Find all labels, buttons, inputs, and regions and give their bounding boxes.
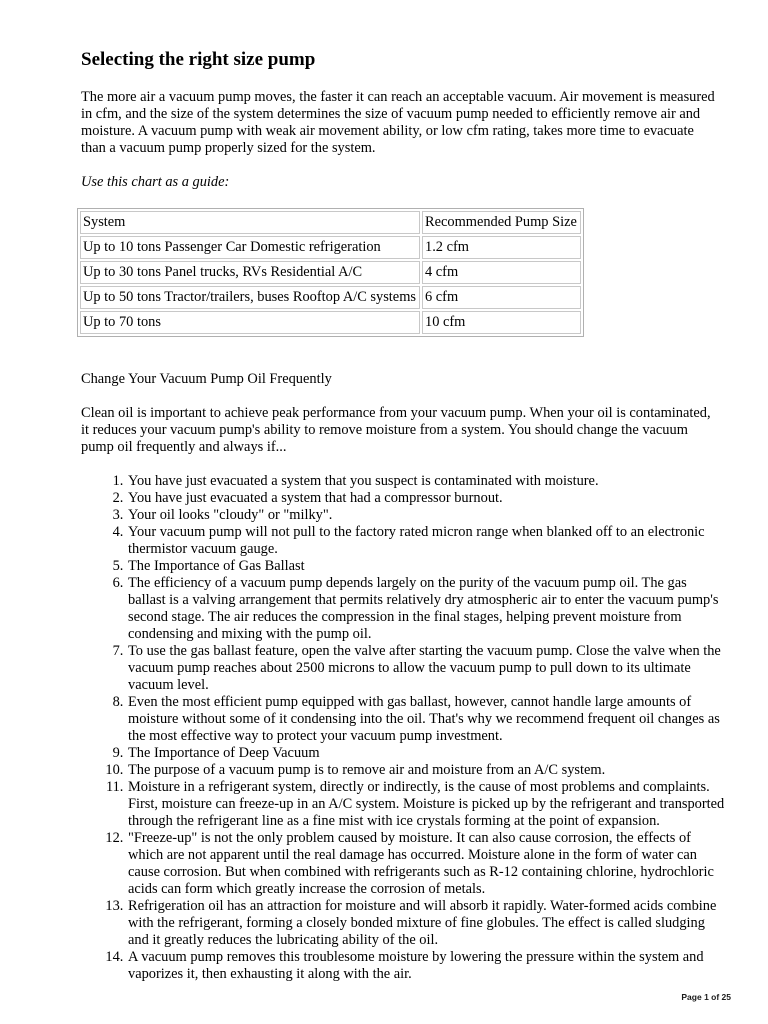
list-item: 3. Your oil looks "cloudy" or "milky".	[127, 507, 727, 524]
list-item: 14. A vacuum pump removes this troublesome moisture by lowering the pressure within the system and vaporizes it, then exhausting it along with the air.	[127, 949, 727, 983]
oil-section-intro: Clean oil is important to achieve peak performance from your vacuum pump. When your oil is contaminated, it reduces your vacuum pump's ability to remove moisture from a system. You should change the vacuum pump oil frequently and always if...	[81, 405, 711, 455]
table-cell-system: Up to 50 tons Tractor/trailers, buses Rooftop A/C systems	[80, 286, 420, 309]
table-header-system: System	[80, 211, 420, 234]
list-item: 11. Moisture in a refrigerant system, directly or indirectly, is the cause of most problems and complaints. First, moisture can freeze-up in an A/C system. Moisture is picked up by the refrigerant and transported through the refrigerant line as a fine mist with ice crystals forming at the point of expansion.	[127, 779, 727, 830]
table-cell-system: Up to 10 tons Passenger Car Domestic refrigeration	[80, 236, 420, 259]
oil-section-title: Change Your Vacuum Pump Oil Frequently	[81, 371, 332, 387]
list-item: 1. You have just evacuated a system that you suspect is contaminated with moisture.	[127, 473, 727, 490]
table-row	[80, 311, 581, 334]
table-header-pump-size: Recommended Pump Size	[422, 211, 581, 234]
list-item: 9. The Importance of Deep Vacuum	[127, 745, 727, 762]
list-item: 5. The Importance of Gas Ballast	[127, 558, 727, 575]
table-header-row	[80, 211, 581, 234]
table-row	[80, 236, 581, 259]
pump-size-table	[77, 208, 584, 337]
table-cell-system: Up to 70 tons	[80, 311, 420, 334]
list-item: 6. The efficiency of a vacuum pump depends largely on the purity of the vacuum pump oil. The gas ballast is a valving arrangement that permits relatively dry atmospheric air to enter the vacuum pump's second stage. The air reduces the compression in the final stages, helping prevent moisture from condensing and mixing with the pump oil.	[127, 575, 727, 643]
list-item: 12. "Freeze-up" is not the only problem caused by moisture. It can also cause corrosion, the effects of which are not apparent until the real damage has occurred. Moisture alone in the form of water can cause corrosion. But when combined with refrigerants such as R-12 containing chlorine, hydrochloric acids can form which greatly increase the corrosion of metals.	[127, 830, 727, 898]
intro-paragraph: The more air a vacuum pump moves, the faster it can reach an acceptable vacuum. Air movement is measured in cfm, and the size of the system determines the size of vacuum pump needed to efficiently remove air and moisture. A vacuum pump with weak air movement ability, or low cfm rating, takes more time to evacuate than a vacuum pump properly sized for the system.	[81, 89, 715, 156]
table-cell-pump-size: 6 cfm	[422, 286, 581, 309]
list-item: 7. To use the gas ballast feature, open the valve after starting the vacuum pump. Close the valve when the vacuum pump reaches about 2500 microns to allow the vacuum pump to pull down to its ultimate vacuum level.	[127, 643, 727, 694]
list-item: 4. Your vacuum pump will not pull to the factory rated micron range when blanked off to an electronic thermistor vacuum gauge.	[127, 524, 727, 558]
table-cell-system: Up to 30 tons Panel trucks, RVs Residential A/C	[80, 261, 420, 284]
chart-guide-label: Use this chart as a guide:	[81, 174, 230, 190]
table-row	[80, 261, 581, 284]
table-cell-pump-size: 10 cfm	[422, 311, 581, 334]
document-page	[81, 48, 731, 983]
table-cell-pump-size: 1.2 cfm	[422, 236, 581, 259]
table-cell-pump-size: 4 cfm	[422, 261, 581, 284]
list-item: 8. Even the most efficient pump equipped with gas ballast, however, cannot handle large amounts of moisture without some of it condensing into the oil. That's why we recommend frequent oil changes as the most effective way to protect your vacuum pump investment.	[127, 694, 727, 745]
list-item: 2. You have just evacuated a system that had a compressor burnout.	[127, 490, 727, 507]
oil-change-list	[81, 473, 727, 983]
page-number: Page 1 of 25	[681, 992, 731, 1002]
list-item: 13. Refrigeration oil has an attraction for moisture and will absorb it rapidly. Water-formed acids combine with the refrigerant, forming a closely bonded mixture of fine globules. The effect is called sludging and it greatly reduces the lubricating ability of the oil.	[127, 898, 727, 949]
page-title: Selecting the right size pump	[81, 49, 316, 70]
list-item: 10. The purpose of a vacuum pump is to remove air and moisture from an A/C system.	[127, 762, 727, 779]
table-row	[80, 286, 581, 309]
